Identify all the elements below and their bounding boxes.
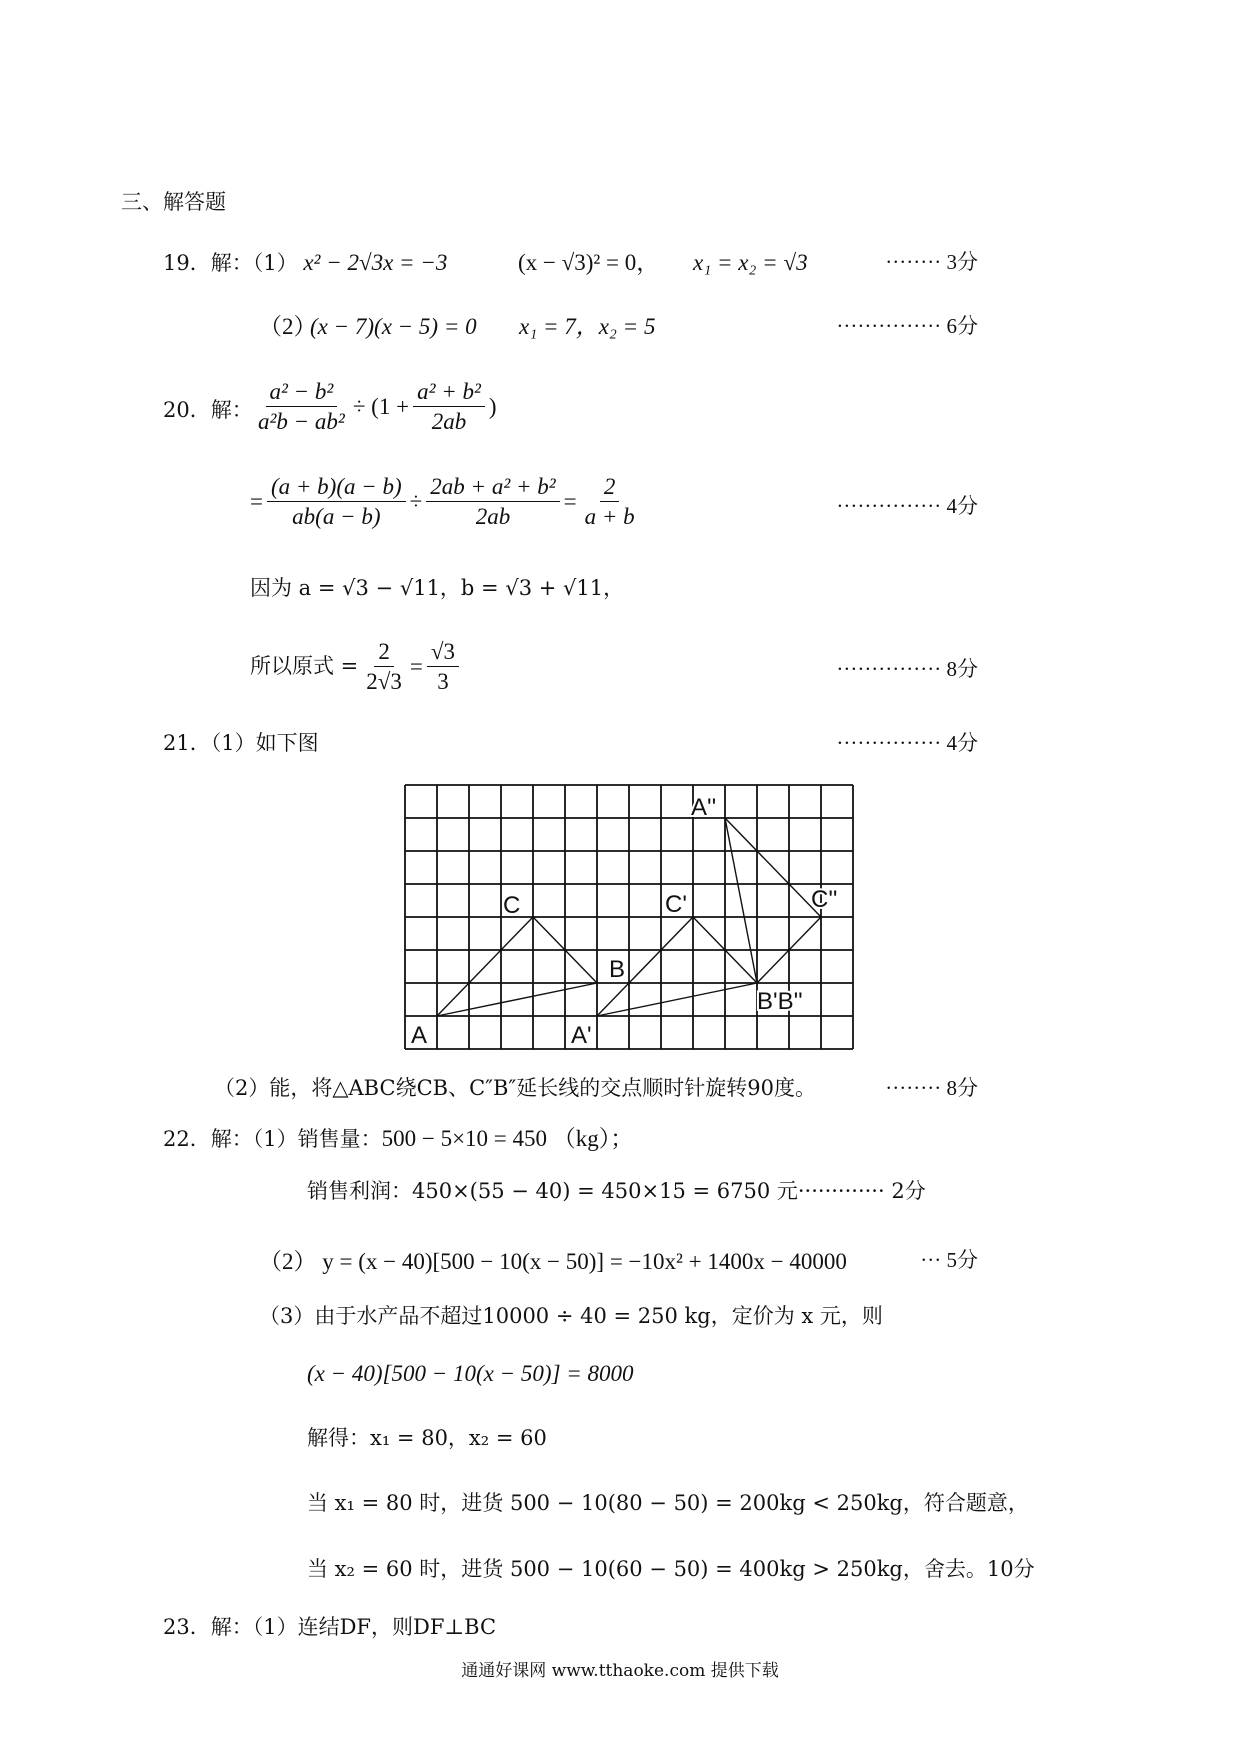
label-B: B xyxy=(609,956,626,983)
q22-label: 22．解：（1）销售量： xyxy=(163,1127,382,1151)
numerator: 2ab + a² + b² xyxy=(426,475,559,502)
q19-line1 xyxy=(163,251,447,274)
triangle-ABC-side xyxy=(437,917,533,1016)
denominator: 3 xyxy=(437,669,449,694)
q20-label: 20．解： xyxy=(163,398,253,422)
denominator: a + b xyxy=(584,504,635,529)
label-C: C xyxy=(503,892,521,919)
q22-part2: （2） y = (x − 40)[500 − 10(x − 50)] = −10x² + 1400x − 40000 xyxy=(259,1249,847,1274)
q22-eq3: (x − 40)[500 − 10(x − 50)] = 8000 xyxy=(307,1361,634,1386)
equals: = xyxy=(563,489,577,514)
q20-fraction-3 xyxy=(267,475,406,528)
denominator: 2√3 xyxy=(366,669,402,694)
numerator: a² + b² xyxy=(413,380,485,407)
q21-score1: ··············· 4分 xyxy=(836,731,978,755)
divide: ÷ xyxy=(409,489,423,514)
q19-eq2: (x − √3)² = 0， xyxy=(518,250,660,275)
section-title: 三、解答题 xyxy=(121,190,226,214)
numerator: a² − b² xyxy=(266,380,338,407)
q21-score2: ········ 8分 xyxy=(885,1076,978,1100)
q22-score2: ··· 5分 xyxy=(920,1248,978,1272)
label-B-prime-B-double-prime: B'B'' xyxy=(757,988,803,1015)
triangle-A1B1C1-side xyxy=(597,983,757,1016)
case2-text: 当 x₂ = 60 时，进货 500 − 10(60 − 50) = 400kg > 250kg，舍去。 xyxy=(307,1557,987,1581)
triangle-A2B2C2-side xyxy=(725,818,821,917)
label-C-double-prime: C'' xyxy=(811,886,838,913)
denominator: 2ab xyxy=(431,409,467,434)
q19-eq1: x² − 2√3x = −3 xyxy=(303,250,448,275)
numerator: 2 xyxy=(374,640,394,667)
label-A: A xyxy=(411,1022,428,1049)
denominator: ab(a − b) xyxy=(292,504,381,529)
q20-conclusion xyxy=(250,640,463,693)
q20-fraction-2 xyxy=(413,380,485,433)
q20-fraction-4 xyxy=(426,475,559,528)
denominator: 2ab xyxy=(475,504,511,529)
q20-fraction-5 xyxy=(581,475,639,528)
q19-score2: ··············· 6分 xyxy=(836,314,978,338)
grid-figure xyxy=(403,783,855,1051)
q19-label: 19．解：（1） xyxy=(163,251,298,275)
q20-score2: ··············· 8分 xyxy=(836,657,978,681)
footer-watermark: 通通好课网 www.tthaoke.com 提供下载 xyxy=(461,1661,779,1681)
q20-fraction-6 xyxy=(362,640,406,693)
q23-label: 23．解：（1）连结DF，则DF⊥BC xyxy=(163,1615,497,1639)
q20-fraction-1 xyxy=(254,380,349,433)
q22-case1: 当 x₁ = 80 时，进货 500 − 10(80 − 50) = 200kg < 250kg，符合题意， xyxy=(307,1491,1029,1515)
q22-score1: ············· 2分 xyxy=(797,1179,926,1203)
q22-line1 xyxy=(163,1127,633,1150)
triangle-ABC-side xyxy=(437,983,597,1016)
q20-score1: ··············· 4分 xyxy=(836,494,978,518)
close-paren: ) xyxy=(488,394,497,419)
q22-case2 xyxy=(307,1559,1035,1580)
profit-text: 销售利润：450×(55 − 40) = 450×15 = 6750 元 xyxy=(307,1179,798,1203)
q21-label: 21．（1）如下图 xyxy=(163,731,319,755)
q22-score3: 10分 xyxy=(986,1557,1035,1581)
triangle-A2B2C2-side xyxy=(725,818,757,983)
equals: = xyxy=(409,654,423,679)
so-label: 所以原式 = xyxy=(250,654,359,678)
label-A-prime: A' xyxy=(571,1022,592,1049)
q20-fraction-7 xyxy=(427,640,459,693)
numerator: (a + b)(a − b) xyxy=(267,475,406,502)
q21-part2: （2）能，将△ABC绕CB、C″B″延长线的交点顺时针旋转90度。 xyxy=(214,1076,816,1100)
label-C-prime: C' xyxy=(665,891,687,918)
q22-solve: 解得：x₁ = 80，x₂ = 60 xyxy=(307,1426,547,1450)
denominator: a²b − ab² xyxy=(258,409,345,434)
q20-step2 xyxy=(250,475,643,528)
q19-eq4: (x − 7)(x − 5) = 0 xyxy=(310,314,477,339)
label-A-double-prime: A'' xyxy=(691,794,717,821)
numerator: √3 xyxy=(427,640,459,667)
equals: = xyxy=(250,489,263,514)
q19-part2-label: （2） xyxy=(259,314,317,339)
q19-eq5: x₁ = 7，x₂ = 5 xyxy=(519,314,656,339)
numerator: 2 xyxy=(600,475,620,502)
q22-profit xyxy=(307,1181,926,1202)
q20-expression xyxy=(250,380,497,433)
q20-because: 因为 a = √3 − √11，b = √3 + √11， xyxy=(250,576,625,600)
q22-part3: （3）由于水产品不超过10000 ÷ 40 = 250 kg，定价为 x 元，则 xyxy=(259,1304,883,1328)
q19-score1: ········ 3分 xyxy=(885,250,978,274)
q22-eq1: 500 − 5×10 = 450 （kg）； xyxy=(381,1126,634,1151)
q19-eq3: x₁ = x₂ = √3 xyxy=(693,250,808,275)
divide-open: ÷ (1 + xyxy=(352,394,410,419)
